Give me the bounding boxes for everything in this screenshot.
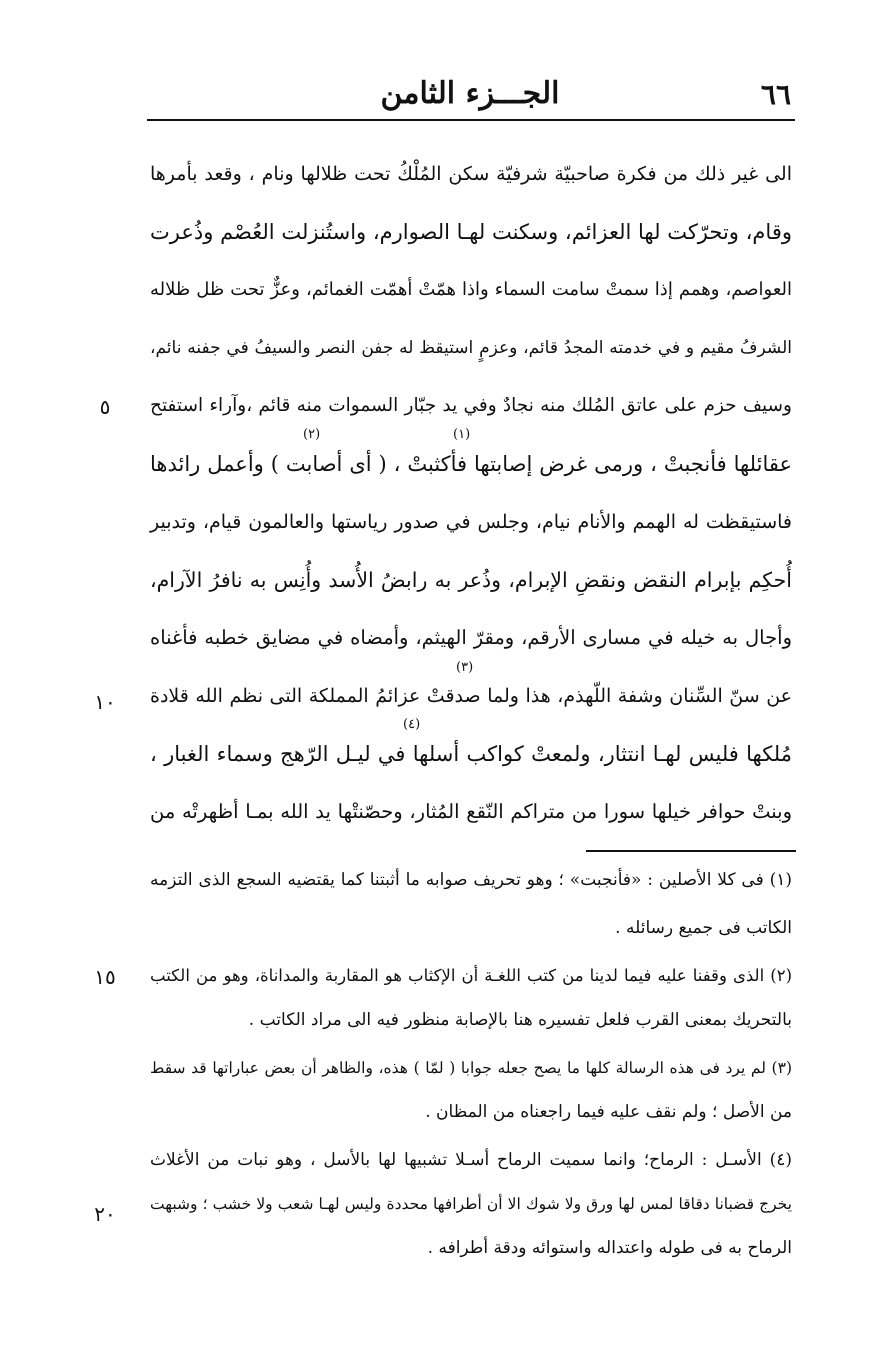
footnote-line: (٤) الأسـل : الرماح؛ وانما سميت الرماح أسـلا تشبيها لها بالأسل ، وهو نبات من الأغلاث <box>150 1150 792 1170</box>
text-line: وأجال به خيله في مسارى الأرقم، ومقرّ الهيثم، وأمضاه في مضايق خطبه فأغناه <box>150 626 792 649</box>
line-number-marker: ٢٠ <box>94 1202 116 1226</box>
text-line: مُلكها فليس لهـا انتثار، ولمعتْ كواكب أسلها في ليـل الرّهج وسماء الغبار ، <box>150 742 792 766</box>
footnote-line: (٢) الذى وقفنا عليه فيما لدينا من كتب اللغـة أن الإكثاب هو المقاربة والمداناة، وهو من الكتب <box>150 966 792 985</box>
text-line: عن سنّ السِّنان وشفة اللّهذم، هذا ولما صدقتْ عزائمُ المملكة التى نظم الله قلادة <box>150 685 792 707</box>
running-title: الجـــزء الثامن <box>380 76 560 111</box>
line-number-marker: ١٠ <box>94 690 116 714</box>
footnote-line: الرماح به فى طوله واعتداله واستوائه ودقة أطرافه . <box>427 1238 792 1258</box>
footnote-line: يخرج قضبانا دقاقا لمس لها ورق ولا شوك الا أن أطرافها محددة وليس لهـا شعب ولا خشب ؛ وشبهت <box>150 1195 792 1213</box>
line-number-marker: ٥ <box>99 395 111 419</box>
footnote-line: (٣) لم يرد فى هذه الرسالة كلها ما يصح جعله جوابا ( لمّا ) هذه، والظاهر أن بعض عباراتها قد سقط <box>150 1059 792 1077</box>
text-line: أُحكِم بإبرام النقض ونقضِ الإبرام، وذُعر به رابضُ الأُسد وأُنِس به نافرُ الآرام، <box>150 568 792 592</box>
footnote-ref: (١) <box>453 427 471 442</box>
footnote-ref: (٤) <box>403 717 421 732</box>
footnote-ref: (٣) <box>456 660 474 675</box>
header-rule <box>147 119 795 121</box>
text-line: العواصم، وهمم إذا سمتْ سامت السماء واذا همّتْ أهمّت الغمائم، وعزٌّ تحت ظل ظلاله <box>150 279 792 300</box>
text-line: عقائلها فأنجبتْ ، ورمى غرض إصابتها فأكثبتْ ، ( أى أصابت ) وأعمل رائدها <box>150 452 792 476</box>
footnote-ref: (٢) <box>303 427 321 442</box>
text-line: وقام، وتحرّكت لها العزائم، وسكنت لهـا الصوارم، واستُنزلت العُصْم وذُعرت <box>150 220 792 244</box>
text-line: الى غير ذلك من فكرة صاحبيّة شرفيّة سكن المُلْكُ تحت ظلالها ونام ، وقعد بأمرها <box>150 163 792 185</box>
footnote-line: من الأصل ؛ ولم نقف عليه فيما راجعناه من المظان . <box>425 1102 792 1122</box>
text-line: وسيف حزم على عاتق المُلك منه نجادٌ وفي يد جبّار السموات منه قائم ،وآراء استفتح <box>150 395 792 416</box>
page-number: ٦٦ <box>760 78 791 111</box>
footnote-rule <box>586 850 796 852</box>
footnote-line: بالتحريك بمعنى القرب فلعل تفسيره هنا بالإصابة منظور فيه الى مراد الكاتب . <box>248 1010 792 1030</box>
text-line: فاستيقظت له الهمم والأنام نيام، وجلس في صدور رياستها والعالمون قيام، وتدبير <box>150 511 792 533</box>
page-header <box>145 68 795 118</box>
line-number-marker: ١٥ <box>94 965 116 989</box>
text-line: وبنتْ حوافر خيلها سورا من متراكم النّقع المُثار، وحصّنتْها يد الله بمـا أظهرتْه من <box>150 800 792 823</box>
footnote-line: الكاتب فى جميع رسائله . <box>615 918 792 938</box>
text-line: الشرفُ مقيم و في خدمته المجدُ قائم، وعزمٍ استيقظ له جفن النصر والسيفُ في جفنه نائم، <box>150 338 792 358</box>
footnote-line: (١) فى كلا الأصلين : «فأنجبت» ؛ وهو تحريف صوابه ما أثبتنا كما يقتضيه السجع الذى التزمه <box>150 870 792 890</box>
